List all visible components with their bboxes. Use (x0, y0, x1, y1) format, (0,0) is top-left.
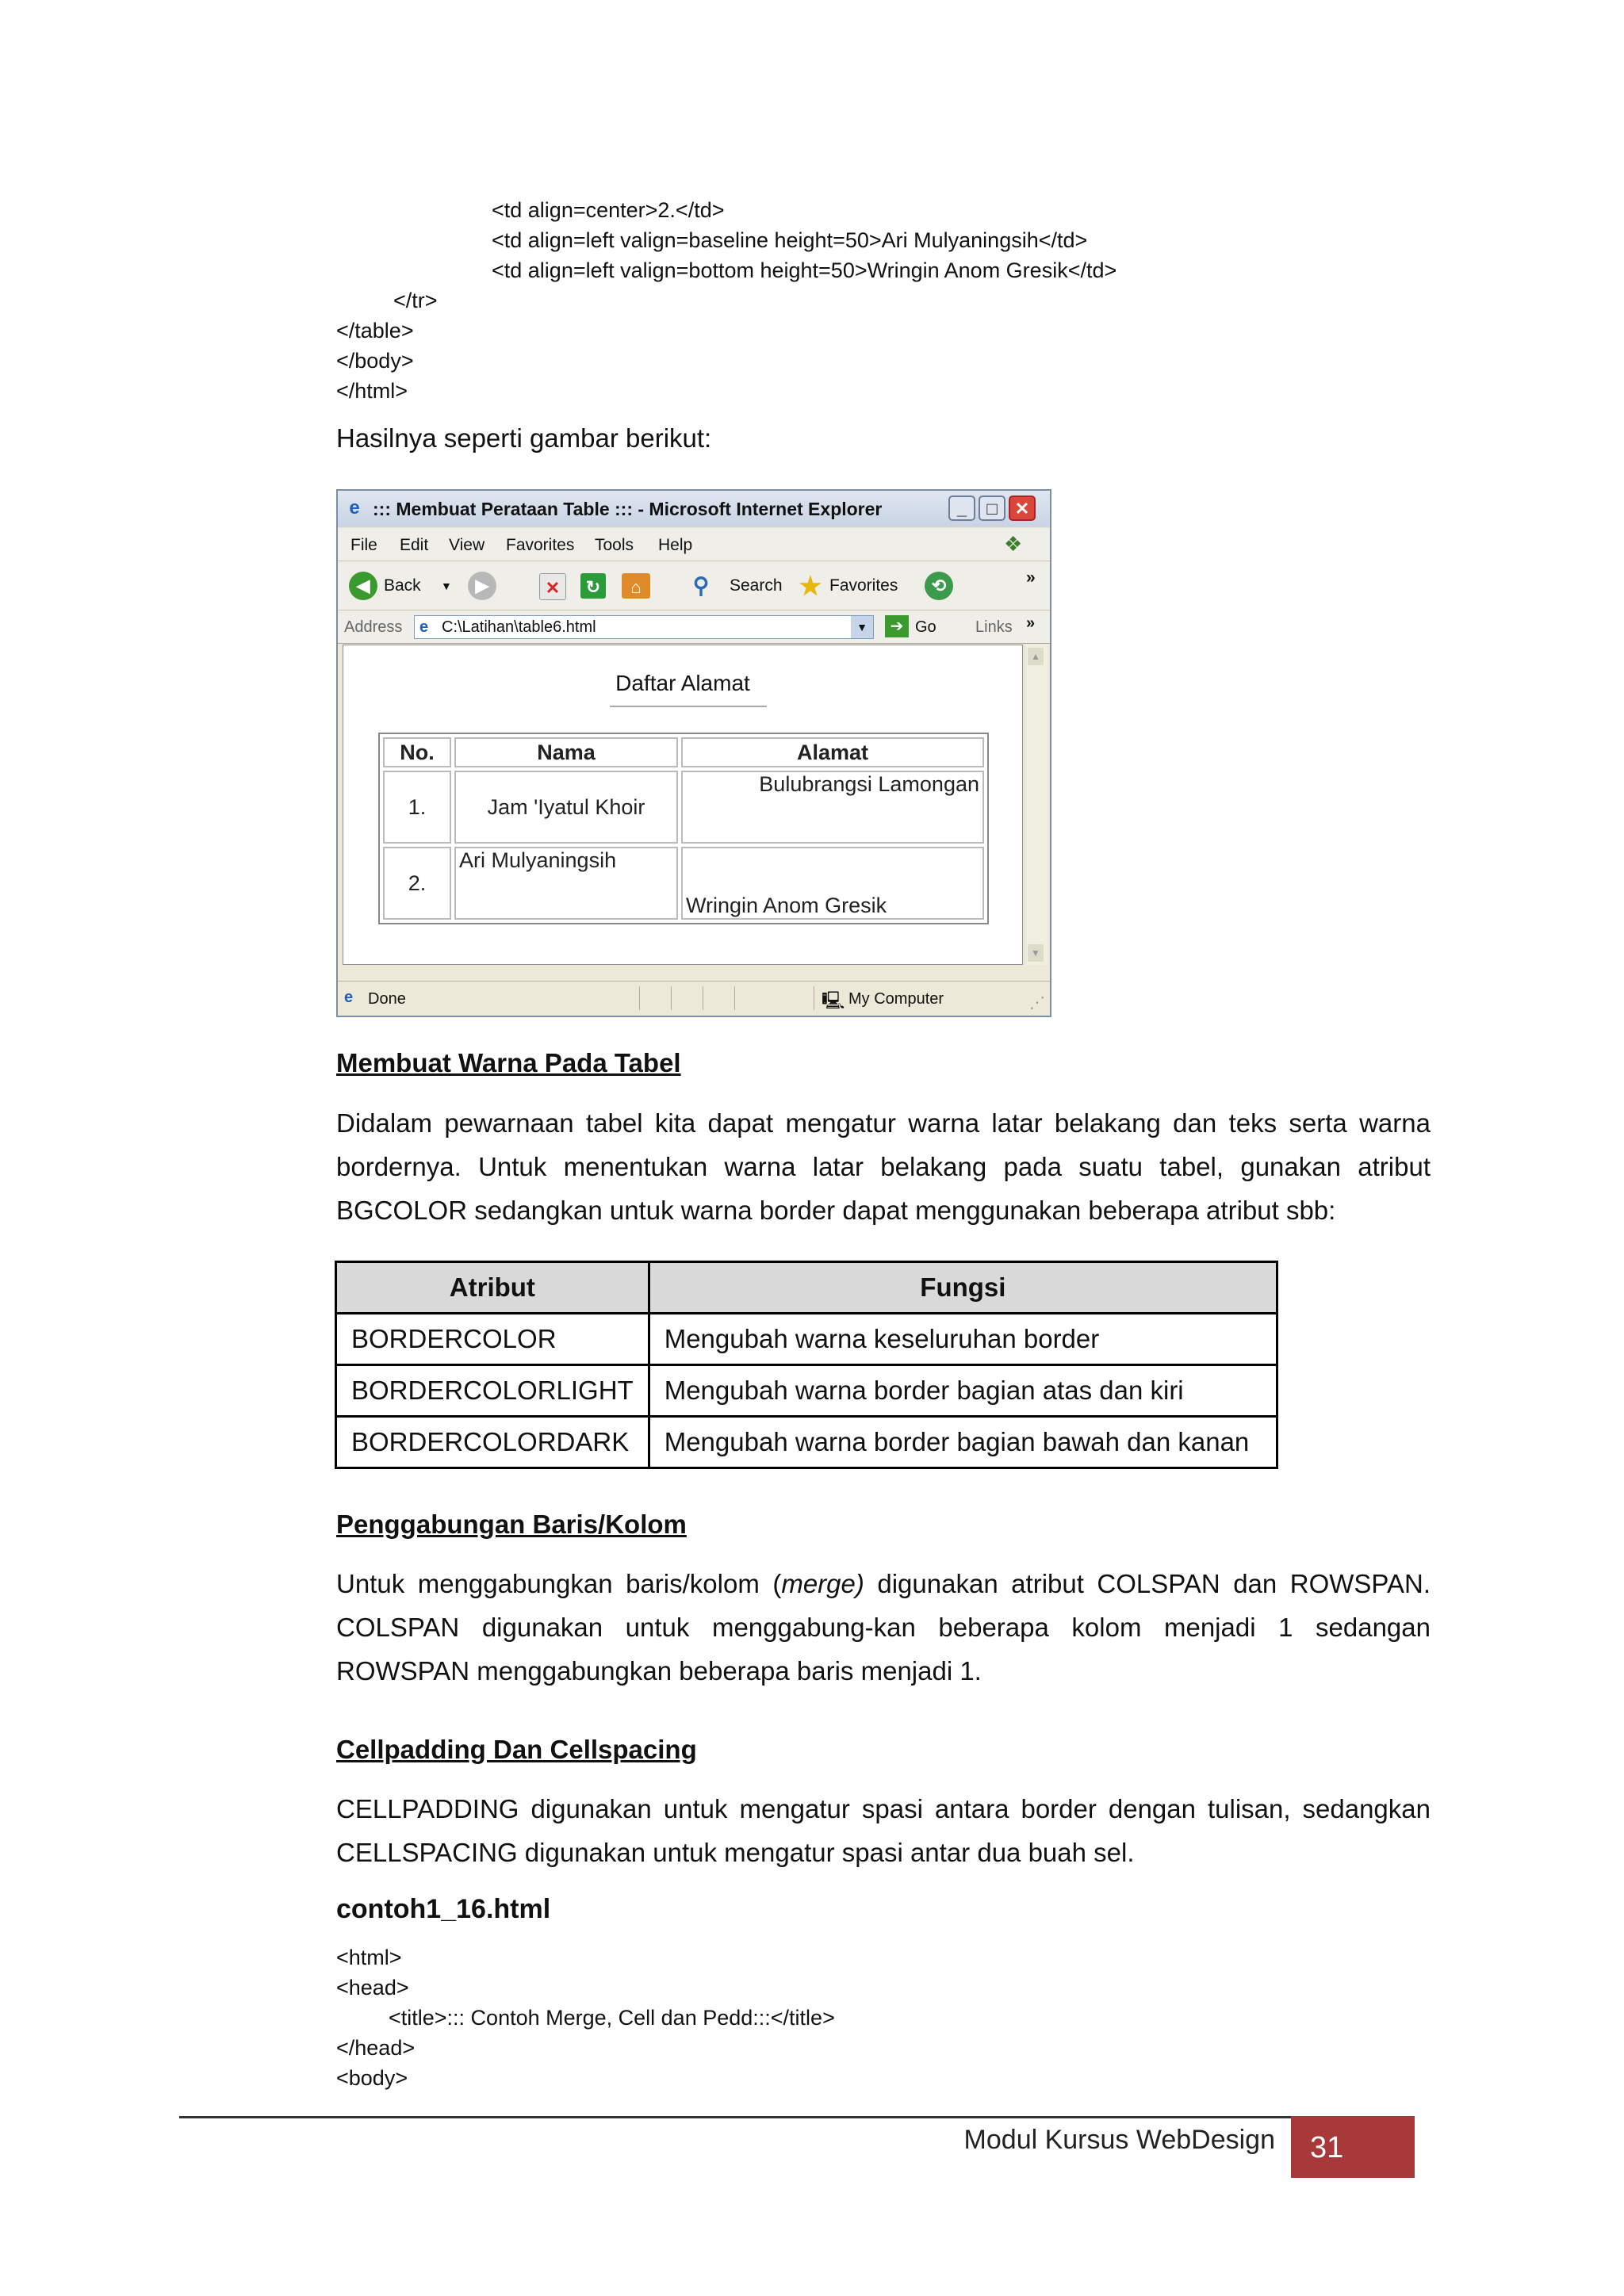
code-line: <title>::: Contoh Merge, Cell dan Pedd:::</title> (389, 2006, 835, 2030)
section-heading: Penggabungan Baris/Kolom (336, 1510, 687, 1539)
history-icon[interactable]: ⟲ (925, 572, 953, 600)
menu-bar (338, 529, 1050, 561)
vertical-scrollbar[interactable] (1025, 645, 1048, 965)
paragraph-italic: merge) (781, 1569, 864, 1598)
links-label[interactable]: Links (975, 618, 1013, 636)
back-dropdown-icon[interactable]: ▼ (441, 580, 452, 592)
section-paragraph: CELLPADDING digunakan untuk mengatur spasi antara border dengan tulisan, sedangkan CELLSPACING digunakan untuk mengatur spasi antar dua buah sel. (336, 1794, 1431, 1867)
attr-function: Mengubah warna border bagian atas dan kiri (649, 1365, 1277, 1417)
favorites-icon[interactable]: ★ (799, 572, 822, 600)
address-value: C:\Latihan\table6.html (442, 618, 596, 636)
attr-name: BORDERCOLORDARK (336, 1417, 649, 1468)
go-icon[interactable]: ➔ (885, 615, 909, 637)
code-line: </table> (336, 319, 414, 342)
example-title: contoh1_16.html (336, 1894, 551, 1924)
status-divider (734, 986, 735, 1010)
paragraph-text: digunakan atribut COLSPAN dan ROWSPAN. COLSPAN digunakan untuk menggabung-kan beberapa kolom menjadi 1 sedangan ROWSPAN menggabungkan beberapa baris menjadi 1. (336, 1569, 1431, 1686)
go-label[interactable]: Go (915, 618, 936, 636)
search-icon[interactable]: ⚲ (692, 573, 710, 598)
inner-cell: Bulubrangsi Lamongan (681, 771, 984, 844)
section-paragraph (336, 1562, 1431, 1693)
menu-view[interactable]: View (449, 536, 485, 554)
menu-file[interactable]: File (350, 536, 377, 554)
browser-viewport (343, 645, 1023, 965)
address-input[interactable] (414, 615, 874, 639)
menu-help[interactable]: Help (658, 536, 693, 554)
back-icon[interactable]: ◀ (349, 572, 377, 600)
browser-title: ::: Membuat Perataan Table ::: - Microsoft Internet Explorer (373, 499, 883, 519)
address-label: Address (344, 618, 403, 636)
code-line: </html> (336, 379, 408, 403)
back-label[interactable]: Back (384, 576, 421, 595)
inner-cell: Jam 'Iyatul Khoir (454, 771, 678, 844)
scroll-up-icon[interactable]: ▲ (1028, 648, 1044, 665)
code-line: <td align=left valign=baseline height=50>Ari Mulyaningsih</td> (492, 228, 1088, 252)
code-line: <td align=center>2.</td> (492, 198, 725, 222)
code-line: <html> (336, 1946, 402, 1969)
resize-grip-icon[interactable]: ⋰ (1029, 994, 1045, 1012)
menu-tools[interactable]: Tools (595, 536, 634, 554)
inner-divider (610, 706, 767, 707)
stop-icon[interactable]: ✕ (539, 573, 566, 600)
page-number: 31 (1291, 2116, 1415, 2178)
browser-titlebar (338, 491, 1050, 527)
attr-header: Atribut (336, 1262, 649, 1314)
maximize-icon[interactable]: □ (979, 496, 1005, 521)
menu-favorites[interactable]: Favorites (506, 536, 575, 554)
status-done: Done (368, 990, 406, 1008)
status-bar (338, 981, 1050, 1016)
inner-table (378, 733, 989, 924)
scroll-down-icon[interactable]: ▼ (1028, 944, 1044, 962)
code-line: </head> (336, 2036, 416, 2060)
inner-cell: Wringin Anom Gresik (681, 847, 984, 920)
attr-header: Fungsi (649, 1262, 1277, 1314)
footer-text: Modul Kursus WebDesign (963, 2125, 1275, 2155)
inner-header-no: No. (383, 737, 451, 767)
status-divider (671, 986, 672, 1010)
inner-page-title: Daftar Alamat (615, 671, 750, 695)
attr-function: Mengubah warna keseluruhan border (649, 1314, 1277, 1365)
browser-toolbar (338, 562, 1050, 610)
section-heading: Cellpadding Dan Cellspacing (336, 1735, 697, 1764)
inner-header-alamat: Alamat (681, 737, 984, 767)
status-zone: My Computer (848, 990, 944, 1008)
status-divider (639, 986, 640, 1010)
section-paragraph: Didalam pewarnaan tabel kita dapat mengatur warna latar belakang dan teks serta warna bordernya. Untuk menentukan warna latar belakang pada suatu tabel, gunakan atribut BGCOLOR sedangkan untuk warna border dapat menggunakan beberapa atribut sbb: (336, 1108, 1431, 1225)
browser-screenshot (336, 489, 1051, 1017)
section-heading: Membuat Warna Pada Tabel (336, 1048, 681, 1077)
inner-cell: Ari Mulyaningsih (454, 847, 678, 920)
ie-icon: e (349, 497, 360, 519)
inner-cell: 1. (383, 771, 451, 844)
address-bar (338, 611, 1050, 644)
code-line: </tr> (393, 289, 438, 312)
paragraph-text: Untuk menggabungkan baris/kolom ( (336, 1569, 782, 1598)
attr-name: BORDERCOLORLIGHT (336, 1365, 649, 1417)
address-dropdown-icon[interactable]: ▼ (851, 616, 873, 638)
home-icon[interactable]: ⌂ (622, 573, 650, 599)
search-label[interactable]: Search (730, 576, 783, 595)
computer-icon: 🖳 (822, 990, 845, 1010)
windows-logo-icon: ❖ (1004, 532, 1023, 556)
inner-cell: 2. (383, 847, 451, 920)
attribute-table (335, 1261, 1278, 1469)
minimize-icon[interactable]: _ (948, 496, 975, 521)
links-overflow-icon[interactable]: » (1026, 614, 1036, 632)
close-icon[interactable]: ✕ (1009, 496, 1036, 521)
attr-function: Mengubah warna border bagian bawah dan kanan (649, 1417, 1277, 1468)
status-page-icon: e (344, 989, 354, 1006)
footer-rule (179, 2116, 1415, 2118)
toolbar-overflow-icon[interactable]: » (1026, 568, 1036, 587)
inner-header-nama: Nama (454, 737, 678, 767)
favorites-label[interactable]: Favorites (829, 576, 898, 595)
code-line: <td align=left valign=bottom height=50>Wringin Anom Gresik</td> (492, 258, 1117, 282)
intro-text: Hasilnya seperti gambar berikut: (336, 423, 712, 453)
code-line: <head> (336, 1976, 409, 1999)
refresh-icon[interactable]: ↻ (580, 573, 606, 599)
menu-edit[interactable]: Edit (400, 536, 429, 554)
forward-icon[interactable]: ▶ (468, 572, 496, 600)
attr-name: BORDERCOLOR (336, 1314, 649, 1365)
code-line: </body> (336, 349, 414, 373)
code-line: <body> (336, 2066, 408, 2090)
page-icon: e (419, 618, 429, 636)
